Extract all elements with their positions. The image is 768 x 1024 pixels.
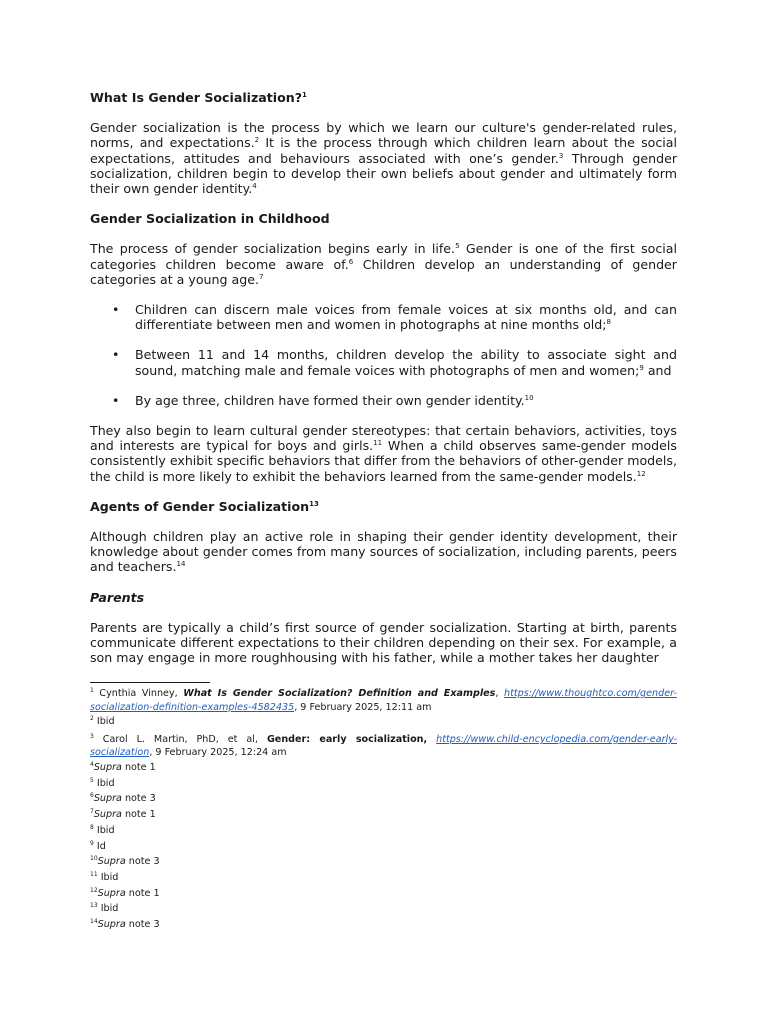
paragraph-stereotypes: They also begin to learn cultural gender stereotypes: that certain behaviors, activities, toys and interests are typical for boys and girls.$^{11}$ When a child observes same-gender models consistently exhibit specific behaviors that differ from the behaviors of other-gender models, the child is more likely to exhibit the behaviors learned from the same-gender models.$^{12}$ <box>90 423 677 484</box>
bullet-icon: • <box>112 347 120 363</box>
footnote-separator <box>90 682 210 683</box>
footnote-ref[interactable]: 9 <box>639 363 644 372</box>
footnote-1: $^1$ Cynthia Vinney, What Is Gender Socialization? Definition and Examples, https://www.thoughtco.com/gender-socialization-definition-examples-4582435, 9 February 2025, 12:11 am <box>90 687 677 713</box>
bullet-icon: • <box>112 302 120 318</box>
heading-gender-socialization-in-childhood: Gender Socialization in Childhood <box>90 211 330 227</box>
footnote-11: $^{11}$ Ibid <box>90 871 119 883</box>
heading-parents: Parents <box>90 589 145 605</box>
list-item: • Between 11 and 14 months, children develop the ability to associate sight and sound, matching male and female voices with photographs of men and women;$^9$ and <box>112 347 677 378</box>
footnote-ref[interactable]: 7 <box>258 272 264 281</box>
footnote-ref[interactable]: 12 <box>636 469 646 478</box>
milestones-list <box>90 302 677 408</box>
footnote-ref[interactable]: 11 <box>373 439 383 448</box>
heading-agents-of-gender-socialization: Agents of Gender Socialization$^{13}$ <box>90 498 319 514</box>
footnote-13: $^{13}$ Ibid <box>90 902 119 915</box>
paragraph-childhood: The process of gender socialization begins early in life.$^5$ Gender is one of the first social categories children become aware of.$^6$ Children develop an understanding of gender categories at a young age.$^7$ <box>90 241 677 287</box>
footnote-2: $^2$ Ibid <box>90 715 115 728</box>
footnote-link[interactable]: https://www.child-encyclopedia.com/gender-early-socialization <box>90 733 677 759</box>
footnote-ref[interactable]: 14 <box>176 560 186 569</box>
footnote-ref[interactable]: 6 <box>348 257 354 266</box>
footnote-ref[interactable]: 3 <box>558 151 564 160</box>
list-item: • Children can discern male voices from female voices at six months old, and can differentiate between men and women in photographs at nine months old;$^8$ <box>112 302 677 333</box>
bullet-icon: • <box>112 392 120 408</box>
footnote-ref[interactable]: 8 <box>606 318 612 327</box>
footnote-link[interactable]: https://www.thoughtco.com/gender-socialization-definition-examples-4582435 <box>90 688 677 713</box>
footnote-ref[interactable]: 1 <box>302 91 307 99</box>
footnote-10: $^{10}$Supra note 3 <box>90 855 160 868</box>
footnote-5: $^5$ Ibid <box>90 776 115 789</box>
footnote-3: $^3$ Carol L. Martin, PhD, et al, Gender: early socialization, https://www.child-encyclopedia.com/gender-early-socialization, 9 February 2025, 12:24 am <box>90 732 677 759</box>
footnote-ref[interactable]: 10 <box>524 393 534 402</box>
footnotes <box>90 687 677 933</box>
footnote-7: $^7$Supra note 1 <box>90 808 156 821</box>
footnote-6: $^6$Supra note 3 <box>90 792 156 805</box>
list-item: • By age three, children have formed their own gender identity.$^{10}$ <box>112 392 534 408</box>
paragraph-definition: Gender socialization is the process by which we learn our culture's gender-related rules, norms, and expectations.$^2$ It is the process through which children learn about the social expectations, attitudes and behaviours associated with one’s gender.$^3$ Through gender socialization, children begin to develop their own beliefs about gender and ultimately form their own gender identity.$^4$ <box>90 120 677 197</box>
paragraph-parents: Parents are typically a child’s first source of gender socialization. Starting at birth, parents communicate different expectations to their children depending on their sex. For example, a son may engage in more roughhousing with his father, while a mother takes her daughter <box>90 619 677 666</box>
heading-what-is-gender-socialization: What Is Gender Socialization?$^1$ <box>90 90 307 105</box>
footnote-9: $^9$ Id <box>90 839 106 852</box>
footnote-ref[interactable]: 2 <box>254 136 260 145</box>
footnote-ref[interactable]: 4 <box>252 182 257 191</box>
footnote-14: $^{14}$Supra note 3 <box>90 918 160 931</box>
footnote-8: $^8$ Ibid <box>90 823 115 836</box>
footnote-ref[interactable]: 13 <box>309 499 319 508</box>
paragraph-agents: Although children play an active role in shaping their gender identity development, their knowledge about gender comes from many sources of socialization, including parents, peers and teachers.$^{14}$ <box>90 529 677 575</box>
document-body <box>90 90 677 665</box>
footnote-ref[interactable]: 5 <box>455 242 460 251</box>
footnote-list <box>90 760 677 933</box>
footnote-12: $^{12}$Supra note 1 <box>90 886 160 899</box>
footnote-4: $^4$Supra note 1 <box>90 761 156 774</box>
